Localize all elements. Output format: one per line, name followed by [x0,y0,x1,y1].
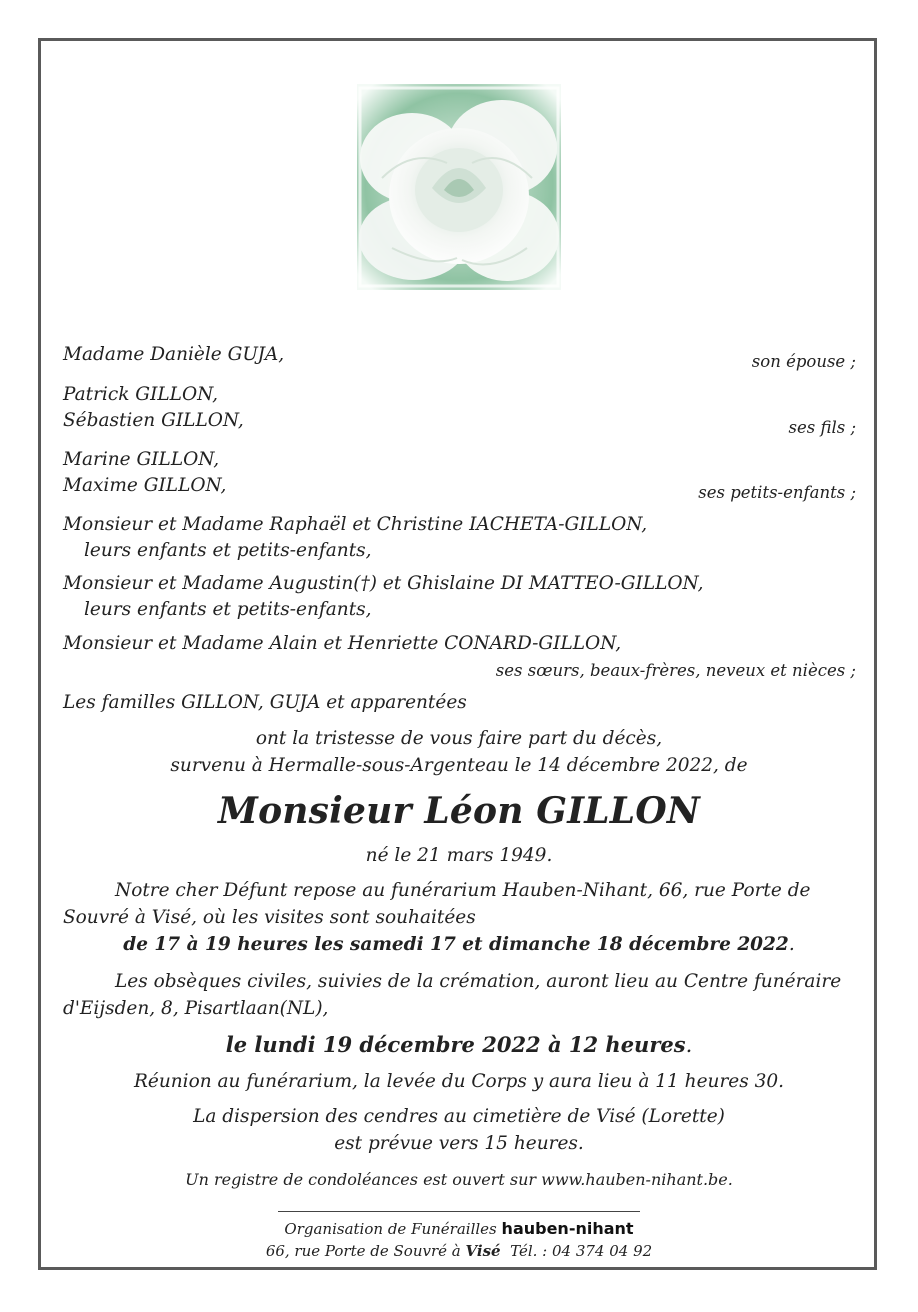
sibling-couple: Monsieur et Madame Alain et Henriette CONARD-GILLON, [63,633,622,654]
funeral-date [0,1032,918,1057]
footer-divider [278,1211,640,1212]
spouse-name: Madame Danièle GUJA, [63,344,285,365]
grandchild-name: Maxime GILLON, [63,475,227,496]
sibling-couple: Monsieur et Madame Raphaël et Christine IACHETA-GILLON, [63,514,648,535]
dispersion-line: La dispersion des cendres au cimetière de Visé (Lorette) [193,1106,725,1127]
grandchild-name: Marine GILLON, [63,449,220,470]
funeral-paragraph: d'Eijsden, 8, Pisartlaan(NL), [63,998,329,1019]
funeral-date-text: le lundi 19 décembre 2022 à 12 heures [225,1032,686,1057]
spouse-relation: son épouse ; [751,352,856,371]
footer-address [0,1242,918,1260]
families-line: Les familles GILLON, GUJA et apparentées [63,692,467,713]
birth-date: né le 21 mars 1949. [365,845,553,866]
sibling-couple: Monsieur et Madame Augustin(†) et Ghislaine DI MATTEO-GILLON, [63,573,704,594]
sibling-descendants: leurs enfants et petits-enfants, [84,540,372,561]
phone: Tél. : 04 374 04 92 [510,1242,653,1260]
visit-paragraph: Souvré à Visé, où les visites sont souhaitées [63,907,476,928]
dispersion-line: est prévue vers 15 heures. [334,1133,584,1154]
org-label: Organisation de Funérailles [284,1220,497,1238]
period: . [685,1033,693,1057]
visit-times [0,934,918,955]
announcement-line: survenu à Hermalle-sous-Argenteau le 14 décembre 2022, de [170,755,748,776]
address: 66, rue Porte de Souvré à [265,1242,461,1260]
sibling-descendants: leurs enfants et petits-enfants, [84,599,372,620]
footer-organisation [0,1219,918,1238]
white-rose-image [352,78,566,296]
son-name: Sébastien GILLON, [63,410,244,431]
visit-times-text: de 17 à 19 heures les samedi 17 et dimanche 18 décembre 2022 [123,934,789,955]
meeting-line: Réunion au funérarium, la levée du Corps y aura lieu à 11 heures 30. [133,1071,785,1092]
registry-line: Un registre de condoléances est ouvert sur www.hauben-nihant.be. [185,1170,733,1189]
son-name: Patrick GILLON, [63,384,219,405]
city: Visé [465,1242,501,1260]
deceased-name: Monsieur Léon GILLON [218,790,700,832]
sons-relation: ses fils ; [788,418,856,437]
announcement-line: ont la tristesse de vous faire part du décès, [255,728,663,749]
visit-paragraph: Notre cher Défunt repose au funérarium Hauben-Nihant, 66, rue Porte de [115,880,811,901]
period: . [788,934,795,955]
brand-logo: hauben-nihant [501,1219,634,1238]
grandchildren-relation: ses petits-enfants ; [698,483,856,502]
funeral-paragraph: Les obsèques civiles, suivies de la crémation, auront lieu au Centre funéraire [115,971,842,992]
siblings-relation: ses sœurs, beaux-frères, neveux et nièces ; [495,661,856,680]
